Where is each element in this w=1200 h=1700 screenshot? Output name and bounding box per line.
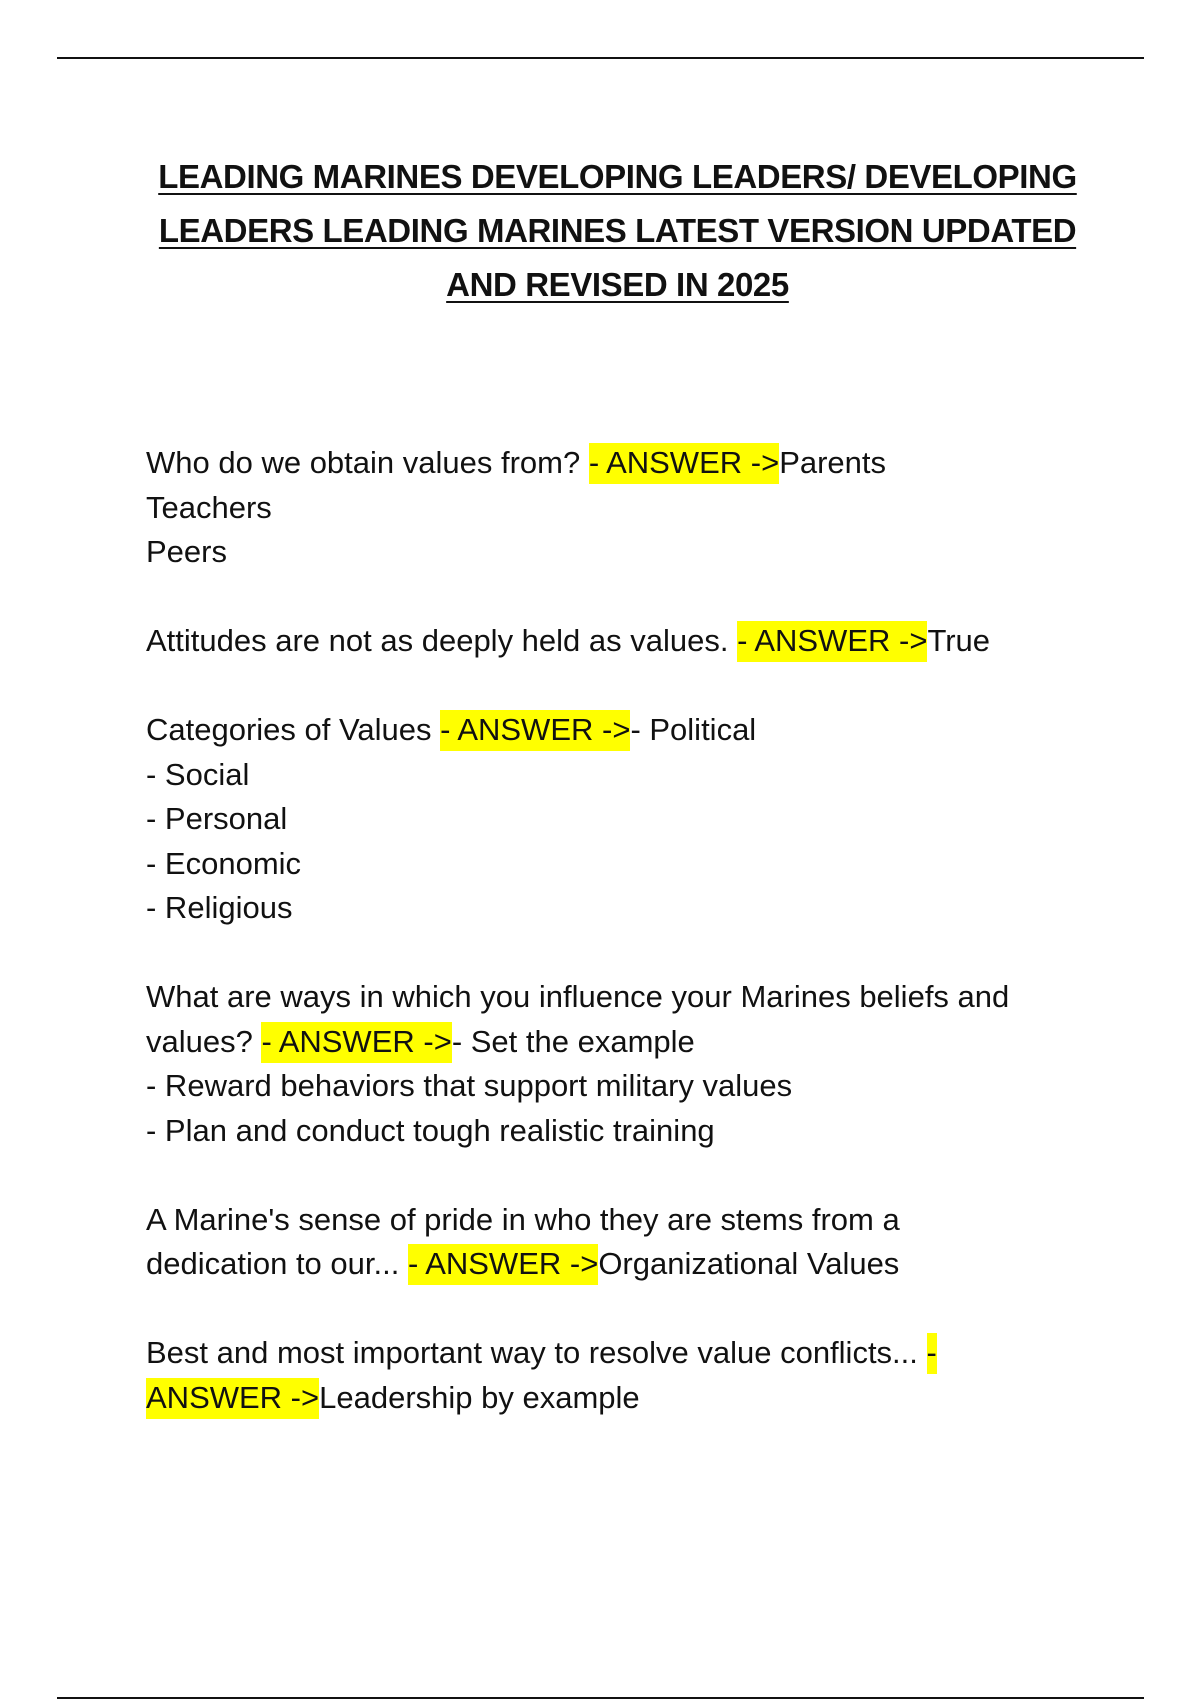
answer-line: - Economic (146, 845, 302, 881)
answer-marker: - ANSWER -> (589, 443, 779, 484)
qa-item-1 (146, 441, 1106, 575)
title-line-2: LEADERS LEADING MARINES LATEST VERSION UPDATED (158, 212, 1077, 249)
question-text: Attitudes are not as deeply held as values. (146, 623, 738, 658)
question-text: Who do we obtain values from? (146, 445, 589, 480)
answer-marker: ANSWER -> (146, 1378, 319, 1419)
question-text: values? (146, 1023, 262, 1059)
answer-line: - Religious (146, 890, 293, 925)
qa-item-6 (146, 1331, 1106, 1420)
qa-item-2 (146, 619, 1106, 664)
answer-text: Organizational Values (598, 1246, 900, 1281)
qa-list (146, 441, 1106, 1465)
document-title (120, 150, 1115, 312)
answer-line: - Social (146, 756, 250, 792)
title-line-1: LEADING MARINES DEVELOPING LEADERS/ DEVELOPING (158, 158, 1077, 195)
title-line-3: AND REVISED IN 2025 (446, 266, 789, 303)
question-text: What are ways in which you influence your Marines beliefs and (146, 979, 1010, 1014)
answer-marker: - (927, 1333, 937, 1374)
answer-line: Peers (146, 534, 227, 569)
answer-marker: - ANSWER -> (440, 710, 630, 751)
answer-marker: - ANSWER -> (737, 621, 927, 662)
answer-marker: - ANSWER -> (261, 1022, 451, 1063)
qa-item-5 (146, 1198, 1106, 1287)
question-text: A Marine's sense of pride in who they are stems from a (146, 1201, 900, 1237)
answer-text: - Set the example (451, 1023, 695, 1059)
answer-text: Leadership by example (319, 1379, 640, 1415)
answer-text: - Political (630, 712, 757, 747)
qa-item-4 (146, 975, 1106, 1153)
question-text: Best and most important way to resolve value conflicts... (146, 1335, 927, 1370)
question-text: Categories of Values (146, 712, 441, 747)
header-rule (57, 57, 1144, 59)
answer-line: Teachers (146, 489, 272, 525)
qa-item-3 (146, 708, 1106, 931)
answer-line: - Reward behaviors that support military values (146, 1068, 793, 1103)
answer-marker: - ANSWER -> (408, 1244, 598, 1285)
answer-line: - Personal (146, 801, 288, 836)
footer-rule (57, 1697, 1144, 1699)
answer-line: - Plan and conduct tough realistic training (146, 1112, 715, 1148)
answer-text: True (927, 623, 991, 658)
question-text: dedication to our... (146, 1246, 408, 1281)
answer-text: Parents (779, 445, 887, 480)
